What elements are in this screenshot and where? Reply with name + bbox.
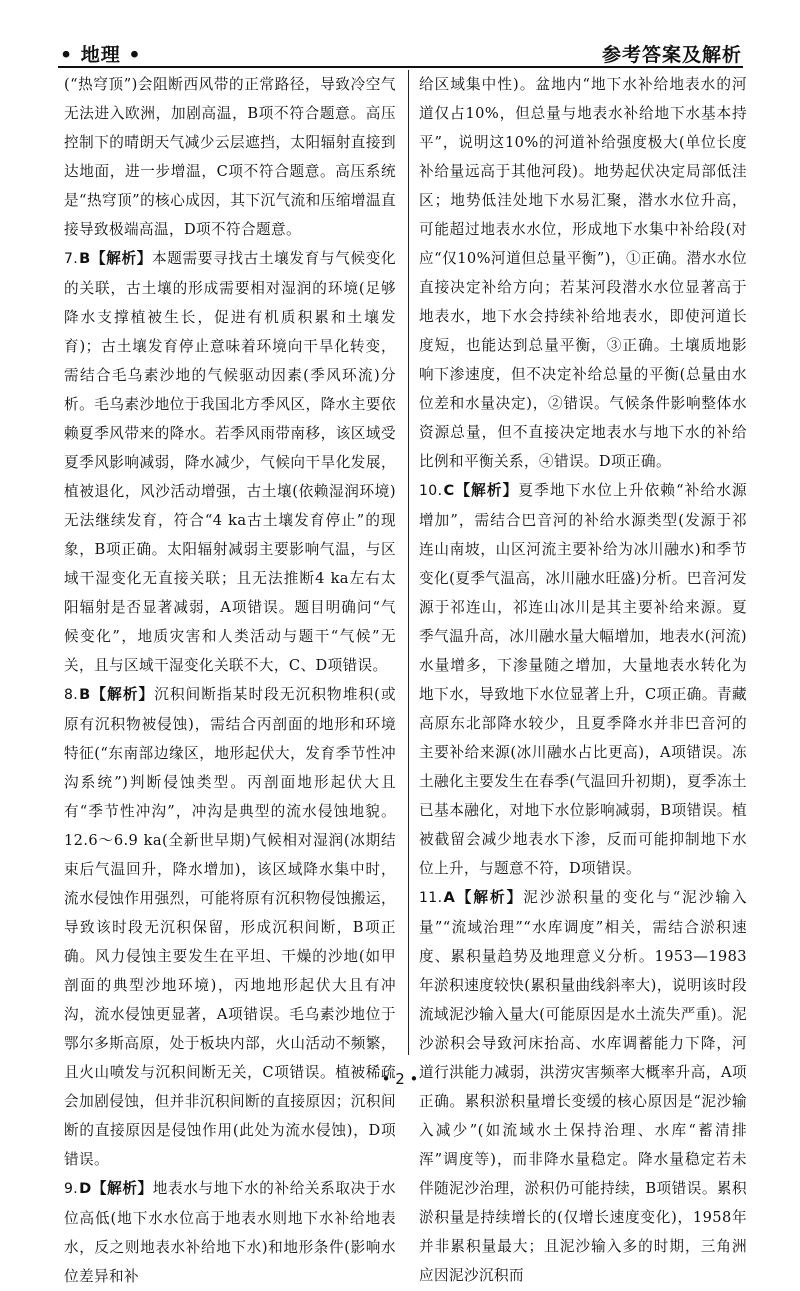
- question-number: 8.: [64, 687, 79, 703]
- answer-letter: B: [79, 250, 91, 267]
- column-divider: [408, 70, 409, 1055]
- explanation-text: 泥沙淤积量的变化与“泥沙输入量”“流域治理”“水库调度”相关，需结合淤积速度、累积量趋势及地理意义分析。1953—1983年淤积速度较快(累积量曲线斜率大)，说明该时段流域泥沙输入量大(可能原因是水土流失严重)。泥沙淤积会导致河床抬高、水库调蓄能力下降，河道行洪能力减弱，洪涝灾害频率大概率升高，A项正确。累积淤积量增长变缓的核心原因是“泥沙输入减少”(如流域水土保持治理、水库“蓄清排浑”调度等)，而非降水量稳定。降水量稳定若未伴随泥沙治理，淤积仍可能持续，B项错误。累积淤积量是持续增长的(仅增长速度变化)，1958年并非累积量最大；且泥沙输入多的时期，三角洲应因泥沙沉积而: [419, 889, 748, 1284]
- answer-key-title: 参考答案及解析: [601, 44, 742, 66]
- answer-letter: C: [443, 482, 455, 499]
- explanation-text: 沉积间断指某时段无沉积物堆积(或原有沉积物被侵蚀)，需结合丙剖面的地形和环境特征(“东南部边缘区，地形起伏大，发育季节性冲沟系统”)判断侵蚀类型。丙剖面地形起伏大且有“季节性冲沟”，冲沟是典型的流水侵蚀地貌。12.6～6.9 ka(全新世早期)气候相对湿润(冰期结束后气温回升，降水增加)，该区域降水集中时，流水侵蚀作用强烈，可能将原有沉积物侵蚀搬运，导致该时段无沉积保留，形成沉积间断，B项正确。风力侵蚀主要发生在平坦、干燥的沙地(如甲剖面的典型沙地环境)，丙地地形起伏大且有冲沟，流水侵蚀更显著，A项错误。毛乌素沙地位于鄂尔多斯高原，处于板块内部，火山活动不频繁，且火山喷发与沉积间断无关，C项错误。植被稀疏会加剧侵蚀，但并非沉积间断的直接原因；沉积间断的直接原因是侵蚀作用(此处为流水侵蚀)，D项错误。: [64, 686, 396, 1168]
- answer-letter: B: [79, 686, 91, 703]
- question-number: 10.: [419, 483, 443, 499]
- question-9-explanation: [64, 1174, 396, 1291]
- answer-letter: A: [443, 889, 456, 906]
- right-column: [419, 70, 747, 1290]
- analysis-tag: 【解析】: [90, 686, 155, 703]
- header-rule: [58, 66, 743, 68]
- answer-letter: D: [79, 1180, 92, 1197]
- question-7-explanation: [64, 244, 396, 680]
- analysis-tag: 【解析】: [91, 1180, 153, 1197]
- question-8-explanation: [64, 680, 396, 1174]
- question-number: 11.: [419, 890, 443, 906]
- analysis-tag: 【解析】: [455, 889, 524, 906]
- explanation-text: 地表水与地下水的补给关系取决于水位高低(地下水水位高于地表水则地下水补给地表水，反之则地表水补给地下水)和地形条件(影响水位差异和补: [64, 1180, 396, 1285]
- q6-continuation: (“热穹顶”)会阻断西风带的正常路径，导致冷空气无法进入欧洲，加剧高温，B项不符合题意。高压控制下的晴朗天气减少云层遮挡，太阳辐射直接到达地面，进一步增温，C项不符合题意。高压系统是“热穹顶”的核心成因，其下沉气流和压缩增温直接导致极端高温，D项不符合题意。: [64, 76, 396, 238]
- question-number: 7.: [64, 251, 79, 267]
- subject-header: • 地理 •: [60, 44, 142, 66]
- left-column: [64, 70, 396, 1291]
- analysis-tag: 【解析】: [90, 250, 153, 267]
- page-number: • 2 •: [381, 1070, 419, 1088]
- question-number: 9.: [64, 1181, 79, 1197]
- explanation-text: 本题需要寻找古土壤发育与气候变化的关联，古土壤的形成需要相对湿润的环境(足够降水支撑植被生长，促进有机质积累和土壤发育)；古土壤发育停止意味着环境向干旱化转变，需结合毛乌素沙地的气候驱动因素(季风环流)分析。毛乌素沙地位于我国北方季风区，降水主要依赖夏季风带来的降水。若季风雨带南移，该区域受夏季风影响减弱，降水减少，气候向干旱化发展，植被退化，风沙活动增强，古土壤(依赖湿润环境)无法继续发育，符合“4 ka古土壤发育停止”的现象，B项正确。太阳辐射减弱主要影响气温，与区域干湿变化无直接关联；且无法推断4 ka左右太阳辐射是否显著减弱，A项错误。题目明确问“气候变化”，地质灾害和人类活动与题干“气候”无关，且与区域干湿变化关联不大，C、D项错误。: [64, 250, 396, 674]
- q9-continuation: 给区域集中性)。盆地内“地下水补给地表水的河道仅占10%，但总量与地表水补给地下水基本持平”，说明这10%的河道补给强度极大(单位长度补给量远高于其他河段)。地势起伏决定局部低洼区；地势低洼处地下水易汇聚，潜水水位升高，可能超过地表水水位，形成地下水集中补给段(对应“仅10%河道但总量平衡”)，①正确。潜水水位直接决定补给方向；若某河段潜水水位显著高于地表水，地下水会持续补给地表水，即使河道长度短，也能达到总量平衡，③正确。土壤质地影响下渗速度，但不决定补给总量的平衡(总量由水位差和水量决定)，②错误。气候条件影响整体水资源总量，但不直接决定地表水与地下水的补给比例和平衡关系，④错误。D项正确。: [419, 76, 747, 470]
- explanation-text: 夏季地下水位上升依赖“补给水源增加”，需结合巴音河的补给水源类型(发源于祁连山南坡，山区河流主要补给为冰川融水)和季节变化(夏季气温高，冰川融水旺盛)分析。巴音河发源于祁连山，祁连山冰川是其主要补给来源。夏季气温升高，冰川融水量大幅增加，地表水(河流)水量增多，下渗量随之增加，大量地表水转化为地下水，导致地下水位显著上升，C项正确。青藏高原东北部降水较少，且夏季降水并非巴音河的主要补给来源(冰川融水占比更高)，A项错误。冻土融化主要发生在春季(气温回升初期)，夏季冻土已基本融化，对地下水位影响减弱，B项错误。植被截留会减少地表水下渗，反而可能抑制地下水位上升，与题意不符，D项错误。: [419, 482, 747, 877]
- analysis-tag: 【解析】: [454, 482, 519, 499]
- question-10-explanation: [419, 476, 747, 883]
